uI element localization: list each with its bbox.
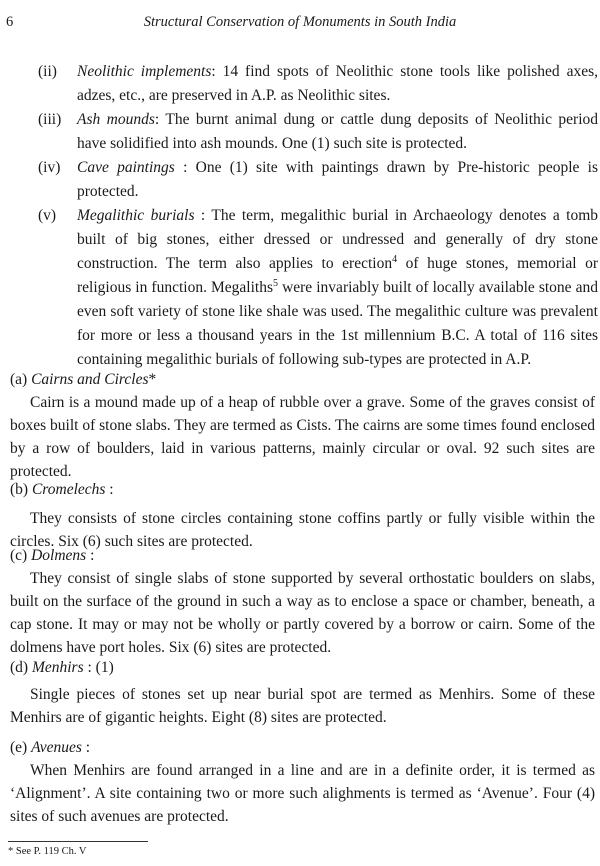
item-text: : 14 find spots of Neolithic stone tools like polished axes, adzes, etc., are preserved in A.P. as Neolithic sites. [77, 63, 599, 104]
section-body: Single pieces of stones set up near burial spot are termed as Menhirs. Some of these Menhirs are of gigantic heights. Eight (8) sites are protected. [10, 686, 595, 726]
page-header [6, 14, 594, 36]
item-number: (v) [38, 207, 57, 224]
section-suffix: : (1) [83, 659, 114, 676]
section-term: Cairns and Circles [31, 371, 149, 388]
section-label: (b) [10, 481, 29, 498]
item-term: Cave paintings [77, 159, 175, 176]
numbered-list [10, 60, 598, 372]
running-head: Structural Conservation of Monuments in South India [143, 14, 457, 30]
footnote: * See P. 119 Ch. V [8, 846, 87, 857]
section-body: They consist of single slabs of stone supported by several orthostatic boulders on slabs, built on the surface of the ground in such a way as to enclose a space or chamber, beneath, a cap stone. It may or may not be wholly or partly covered by a borrow or cairn. Some of the dolmens have port holes. Six (6) sites are protected. [10, 570, 595, 656]
item-text: of huge stones, memorial or religious in function. Megaliths [77, 255, 599, 296]
section-menhirs [10, 656, 595, 729]
section-cromelechs [10, 478, 595, 553]
section-suffix: : [81, 739, 91, 756]
item-number: (ii) [38, 63, 57, 80]
list-item [10, 60, 598, 108]
footnote-mark: * [148, 371, 157, 388]
section-term: Menhirs [31, 659, 84, 676]
section-cairns [10, 368, 595, 483]
section-label: (e) [10, 739, 28, 756]
section-heading [10, 544, 595, 567]
section-avenues [10, 736, 595, 828]
section-dolmens [10, 544, 595, 659]
section-label: (c) [10, 547, 28, 564]
section-body: When Menhirs are found arranged in a line and are in a definite order, it is termed as ‘Alignment’. A site containing two or more such alighments is termed as ‘Avenue’. Four (4) sites of such avenues are protected. [10, 762, 595, 825]
footnote-ref: 4 [392, 253, 398, 265]
section-label: (a) [10, 371, 28, 388]
section-term: Dolmens [31, 547, 87, 564]
section-suffix: : [86, 547, 95, 564]
section-heading [10, 478, 595, 501]
section-term: Cromelechs [31, 481, 106, 498]
item-number: (iv) [38, 159, 61, 176]
item-text: : One (1) site with paintings drawn by Pre-historic people is protected. [77, 159, 598, 200]
section-term: Avenues [31, 739, 82, 756]
item-text: : The burnt animal dung or cattle dung deposits of Neolithic period have solidified into ash mounds. One (1) such site is protected. [77, 111, 599, 152]
section-suffix: : [105, 481, 114, 498]
section-heading [10, 736, 595, 759]
item-term: Ash mounds [77, 111, 155, 128]
item-term: Megalithic burials [77, 207, 195, 224]
section-heading [10, 656, 595, 679]
footnote-ref: 5 [273, 277, 279, 289]
footnote-rule [8, 841, 148, 842]
page-number: 6 [6, 14, 14, 30]
list-item [10, 108, 598, 156]
section-heading [10, 368, 595, 391]
item-number: (iii) [38, 111, 62, 128]
section-body: They consists of stone circles containing stone coffins partly or fully visible within the circles. Six (6) such sites are protected. [10, 510, 595, 550]
item-text: : The term, megalithic burial in Archaeology denotes a tomb built of big stones, either dressed or undressed and generally of dry stone construction. The term also applies to erection [77, 207, 598, 272]
section-body: Cairn is a mound made up of a heap of rubble over a grave. Some of the graves consist of boxes built of stone slabs. They are termed as Cists. The cairns are some times found enclosed by a row of boulders, laid in various patterns, mainly circular or oval. 92 such sites are protected. [10, 394, 595, 480]
list-item [10, 156, 598, 204]
list-item [10, 204, 598, 372]
item-term: Neolithic implements [77, 63, 212, 80]
item-text: were invariably built of locally available stone and even soft variety of stone like shale was used. The megalithic culture was prevalent for more or less a thousand years in the 1st millennium B.C. A total of 116 sites containing megalithic burials of following sub-types are protected in A.P. [77, 279, 599, 368]
section-label: (d) [10, 659, 29, 676]
